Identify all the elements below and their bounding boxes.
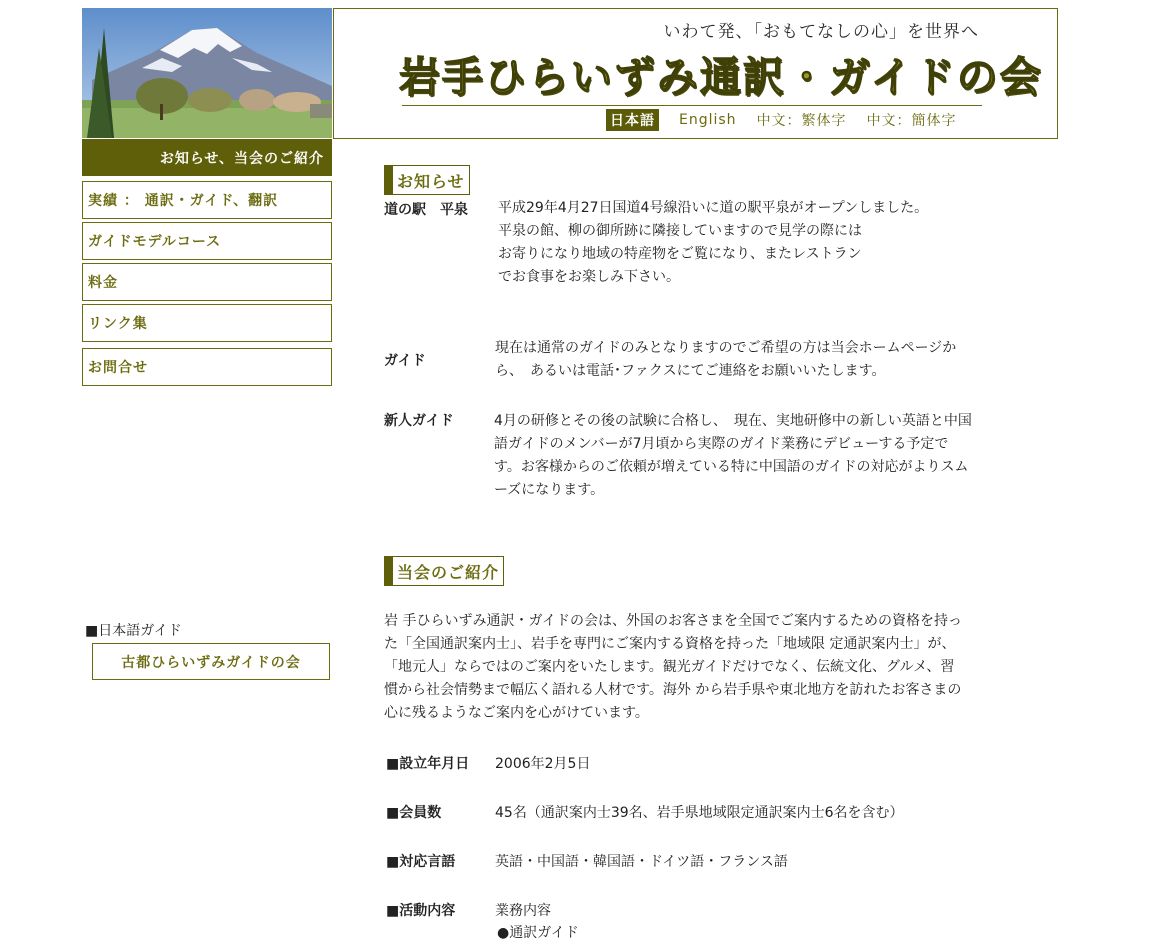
- stat-label-founded: ■設立年月日: [386, 756, 470, 772]
- language-switcher: [606, 109, 957, 131]
- news-item-title: ガイド: [384, 353, 426, 369]
- news-heading-text: お知らせ: [393, 165, 470, 195]
- header-photo-mount-iwate: [82, 8, 332, 138]
- nav-item-model-course[interactable]: ガイドモデルコース: [82, 222, 332, 260]
- stat-label-activities: ■活動内容: [386, 903, 456, 919]
- nav-item-contact[interactable]: お問合せ: [82, 348, 332, 386]
- about-heading: [384, 556, 504, 586]
- about-description: 岩 手ひらいずみ通訳・ガイドの会は、外国のお客さまを全国でご案内するための資格を持っ た「全国通訳案内士」、岩手を専門にご案内する資格を持った「地域限 定通訳案内士」が、 「地元人」ならではのご案内をいたします。観光ガイドだけでなく、伝統文化、グルメ、習 慣から社会情勢まで幅広く語れる人材です。海外 から岩手県や東北地方を訪れたお客さまの 心に残るようなご案内を心がけています。: [384, 613, 963, 721]
- stat-sub-activities: ●通訳ガイド: [497, 925, 579, 941]
- nav-item-news-about[interactable]: お知らせ、当会のご紹介: [82, 139, 332, 176]
- header-banner: [333, 8, 1058, 139]
- news-heading: [384, 165, 470, 195]
- jp-guide-label: ■日本語ガイド: [85, 623, 182, 639]
- stat-value-founded: 2006年2月5日: [495, 756, 591, 772]
- news-item-title: 道の駅 平泉: [384, 202, 468, 218]
- jp-guide-banner-link[interactable]: 古都ひらいずみガイドの会: [92, 643, 330, 680]
- nav-item-links[interactable]: リンク集: [82, 304, 332, 342]
- stat-value-languages: 英語・中国語・韓国語・ドイツ語・フランス語: [495, 854, 788, 870]
- stat-label-languages: ■対応言語: [386, 854, 456, 870]
- stat-label-members: ■会員数: [386, 805, 442, 821]
- site-title: 岩手ひらいずみ通訳・ガイドの会: [399, 53, 1043, 101]
- about-heading-text: 当会のご紹介: [393, 556, 504, 586]
- news-item-body: 現在は通常のガイドのみとなりますのでご希望の方は当会ホームページか ら、 あるいは電話･ファクスにてご連絡をお願いいたします。: [495, 340, 957, 379]
- lang-chinese-simplified[interactable]: 中文：簡体字: [866, 113, 957, 129]
- stat-value-members: 45名（通訳案内士39名、岩手県地域限定通訳案内士6名を含む）: [495, 805, 904, 821]
- lang-japanese[interactable]: 日本語: [606, 109, 659, 131]
- title-divider: [402, 105, 982, 106]
- nav-item-fees[interactable]: 料金: [82, 263, 332, 301]
- tagline: いわて発、「おもてなしの心」を世界へ: [663, 22, 979, 42]
- news-item-body: 平成29年4月27日国道4号線沿いに道の駅平泉がオープンしました。 平泉の館、柳の御所跡に隣接していますので見学の際には お寄りになり地域の特産物をご覧になり、またレストラン でお食事をお楽しみ下さい。: [498, 200, 929, 285]
- lang-english[interactable]: English: [679, 112, 737, 128]
- lang-chinese-traditional[interactable]: 中文：繁体字: [756, 113, 847, 129]
- stat-value-activities: 業務内容: [495, 903, 551, 919]
- nav-item-results[interactable]: 実績 ： 通訳・ガイド、翻訳: [82, 181, 332, 219]
- news-item-title: 新人ガイド: [384, 413, 454, 429]
- news-item-body: 4月の研修とその後の試験に合格し、 現在、実地研修中の新しい英語と中国 語ガイドのメンバーが7月頃から実際のガイド業務にデビューする予定で す。お客様からのご依頼が増えている特に中国語のガイドの対応がよりスム ーズになります。: [494, 413, 972, 498]
